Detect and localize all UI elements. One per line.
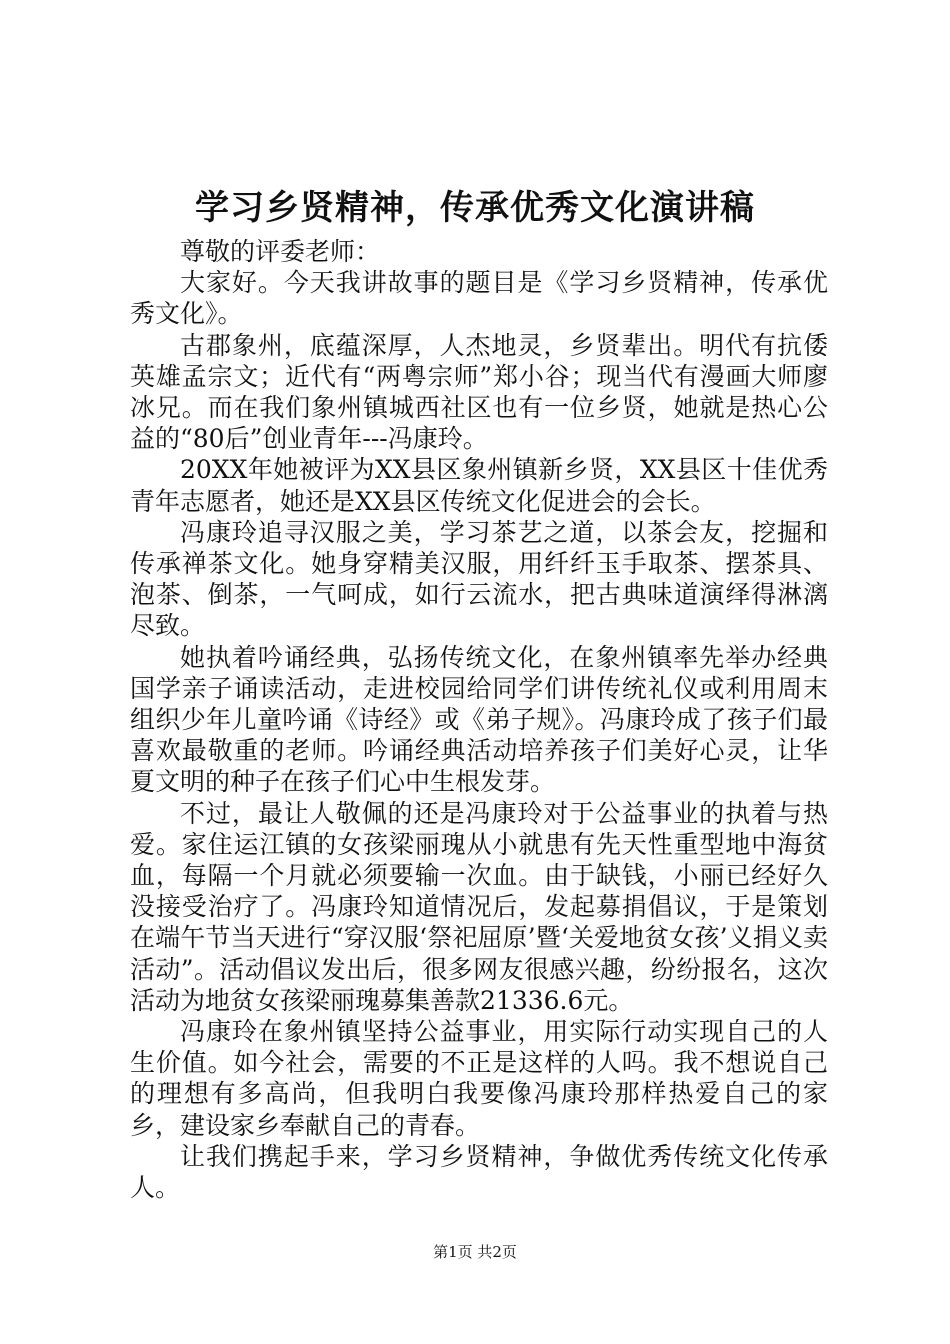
body-paragraph: 大家好。今天我讲故事的题目是《学习乡贤精神，传承优秀文化》。 (130, 268, 828, 329)
document-title: 学习乡贤精神，传承优秀文化演讲稿 (195, 188, 755, 228)
body-paragraph: 她执着吟诵经典，弘扬传统文化，在象州镇率先举办经典国学亲子诵读活动，走进校园给同学们讲传统礼仪或利用周末组织少年儿童吟诵《诗经》或《弟子规》。冯康玲成了孩子们最喜欢最敬重的老师。吟诵经典活动培养孩子们美好心灵，让华夏文明的种子在孩子们心中生根发芽。 (130, 642, 828, 797)
closing-paragraph: 让我们携起手来，学习乡贤精神，争做优秀传统文化传承人。 (130, 1141, 828, 1203)
document-body (130, 236, 828, 1203)
body-paragraph: 冯康玲追寻汉服之美，学习茶艺之道，以茶会友，挖掘和传承禅茶文化。她身穿精美汉服，用纤纤玉手取茶、摆茶具、泡茶、倒茶，一气呵成，如行云流水，把古典味道演绎得淋漓尽致。 (130, 517, 828, 641)
body-paragraph: 20XX年她被评为XX县区象州镇新乡贤，XX县区十佳优秀青年志愿者，她还是XX县区传统文化促进会的会长。 (130, 455, 828, 516)
salutation-paragraph: 尊敬的评委老师： (180, 237, 381, 266)
page-number-footer: 第1页 共2页 (433, 1243, 517, 1261)
body-paragraph: 不过，最让人敬佩的还是冯康玲对于公益事业的执着与热爱。家住运江镇的女孩梁丽瑰从小就患有先天性重型地中海贫血，每隔一个月就必须要输一次血。由于缺钱，小丽已经好久没接受治疗了。冯康玲知道情况后，发起募捐倡议，于是策划在端午节当天进行“穿汉服‘祭祀屈原’暨‘关爱地贫女孩’义捐义卖活动”。活动倡议发出后，很多网友很感兴趣，纷纷报名，这次活动为地贫女孩梁丽瑰募集善款21336.6元。 (130, 798, 828, 1015)
body-paragraph: 冯康玲在象州镇坚持公益事业，用实际行动实现自己的人生价值。如今社会，需要的不正是这样的人吗。我不想说自己的理想有多高尚，但我明白我要像冯康玲那样热爱自己的家乡，建设家乡奉献自己的青春。 (130, 1017, 828, 1140)
body-paragraph: 古郡象州，底蕴深厚，人杰地灵，乡贤辈出。明代有抗倭英雄孟宗文；近代有“两粤宗师”郑小谷；现当代有漫画大师廖冰兄。而在我们象州镇城西社区也有一位乡贤，她就是热心公益的“80后”创业青年---冯康玲。 (130, 330, 828, 454)
